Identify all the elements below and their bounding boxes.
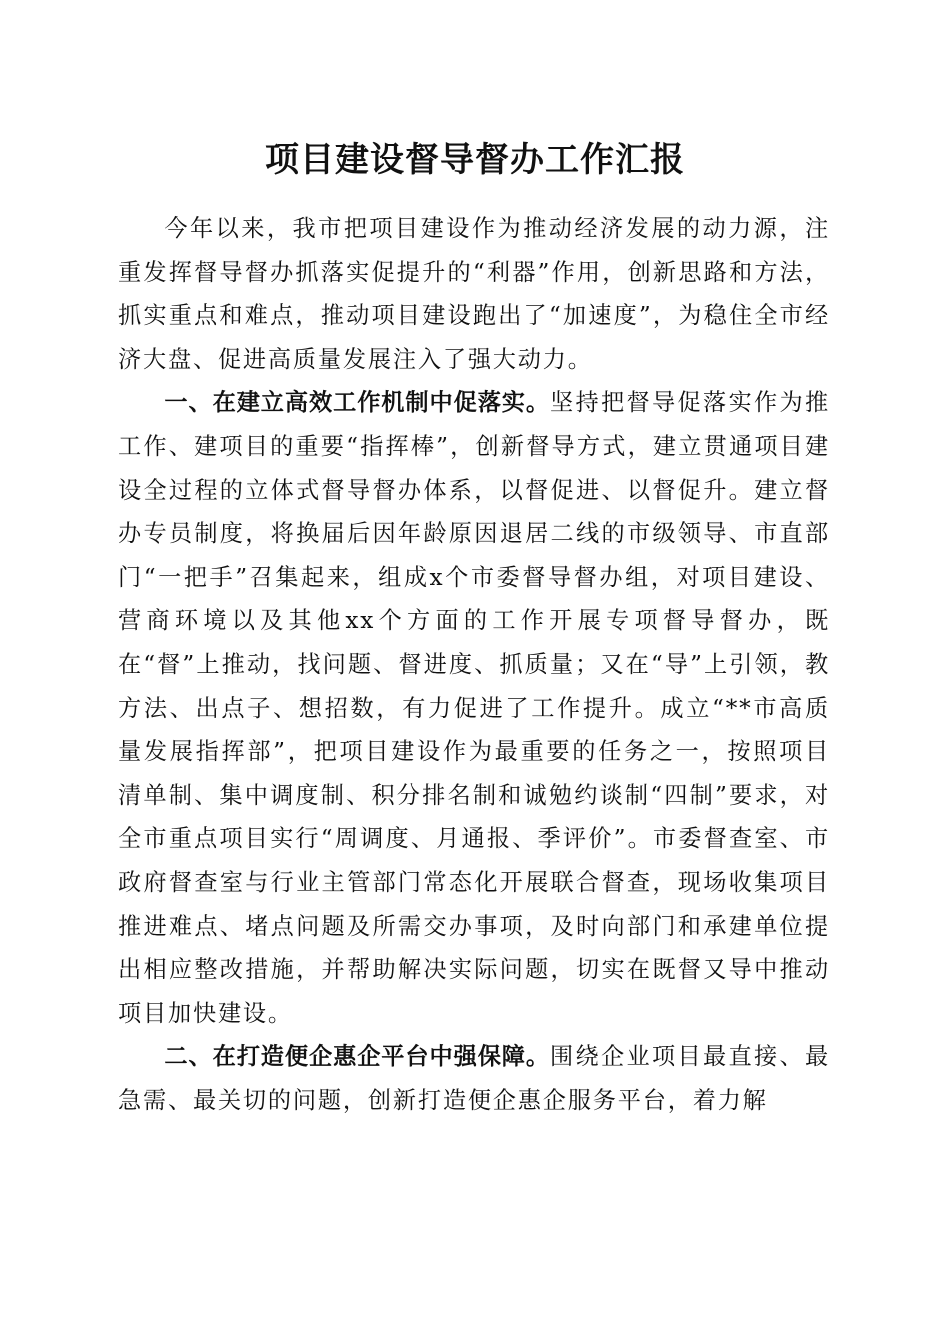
document-body — [118, 207, 830, 1122]
section-text-1: 坚持把督导促落实作为推工作、建项目的重要“指挥棒”，创新督导方式，建立贯通项目建设全过程的立体式督导督办体系，以督促进、以督促升。建立督办专员制度，将换届后因年龄原因退居二线的市级领导、市直部门“一把手”召集起来，组成x个市委督导督办组，对项目建设、营商环境以及其他xx个方面的工作开展专项督导督办，既在“督”上推动，找问题、督进度、抓质量；又在“导”上引领，教方法、出点子、想招数，有力促进了工作提升。成立“**市高质量发展指挥部”，把项目建设作为最重要的任务之一，按照项目清单制、集中调度制、积分排名制和诚勉约谈制“四制”要求，对全市重点项目实行“周调度、月通报、季评价”。市委督查室、市政府督查室与行业主管部门常态化开展联合督查，现场收集项目推进难点、堵点问题及所需交办事项，及时向部门和承建单位提出相应整改措施，并帮助解决实际问题，切实在既督又导中推动项目加快建设。 — [118, 389, 830, 1027]
section-text-2: 围绕企业项目最直接、最急需、最关切的问题，创新打造便企惠企服务平台，着力解 — [118, 1043, 830, 1114]
section-paragraph-1 — [118, 381, 830, 1035]
section-heading-1: 一、在建立高效工作机制中促落实。 — [164, 389, 550, 417]
section-paragraph-2 — [118, 1035, 830, 1122]
document-title: 项目建设督导督办工作汇报 — [265, 140, 685, 180]
section-heading-2: 二、在打造便企惠企平台中强保障。 — [164, 1043, 550, 1071]
intro-paragraph: 今年以来，我市把项目建设作为推动经济发展的动力源，注重发挥督导督办抓落实促提升的“利器”作用，创新思路和方法，抓实重点和难点，推动项目建设跑出了“加速度”，为稳住全市经济大盘、促进高质量发展注入了强大动力。 — [118, 215, 830, 373]
